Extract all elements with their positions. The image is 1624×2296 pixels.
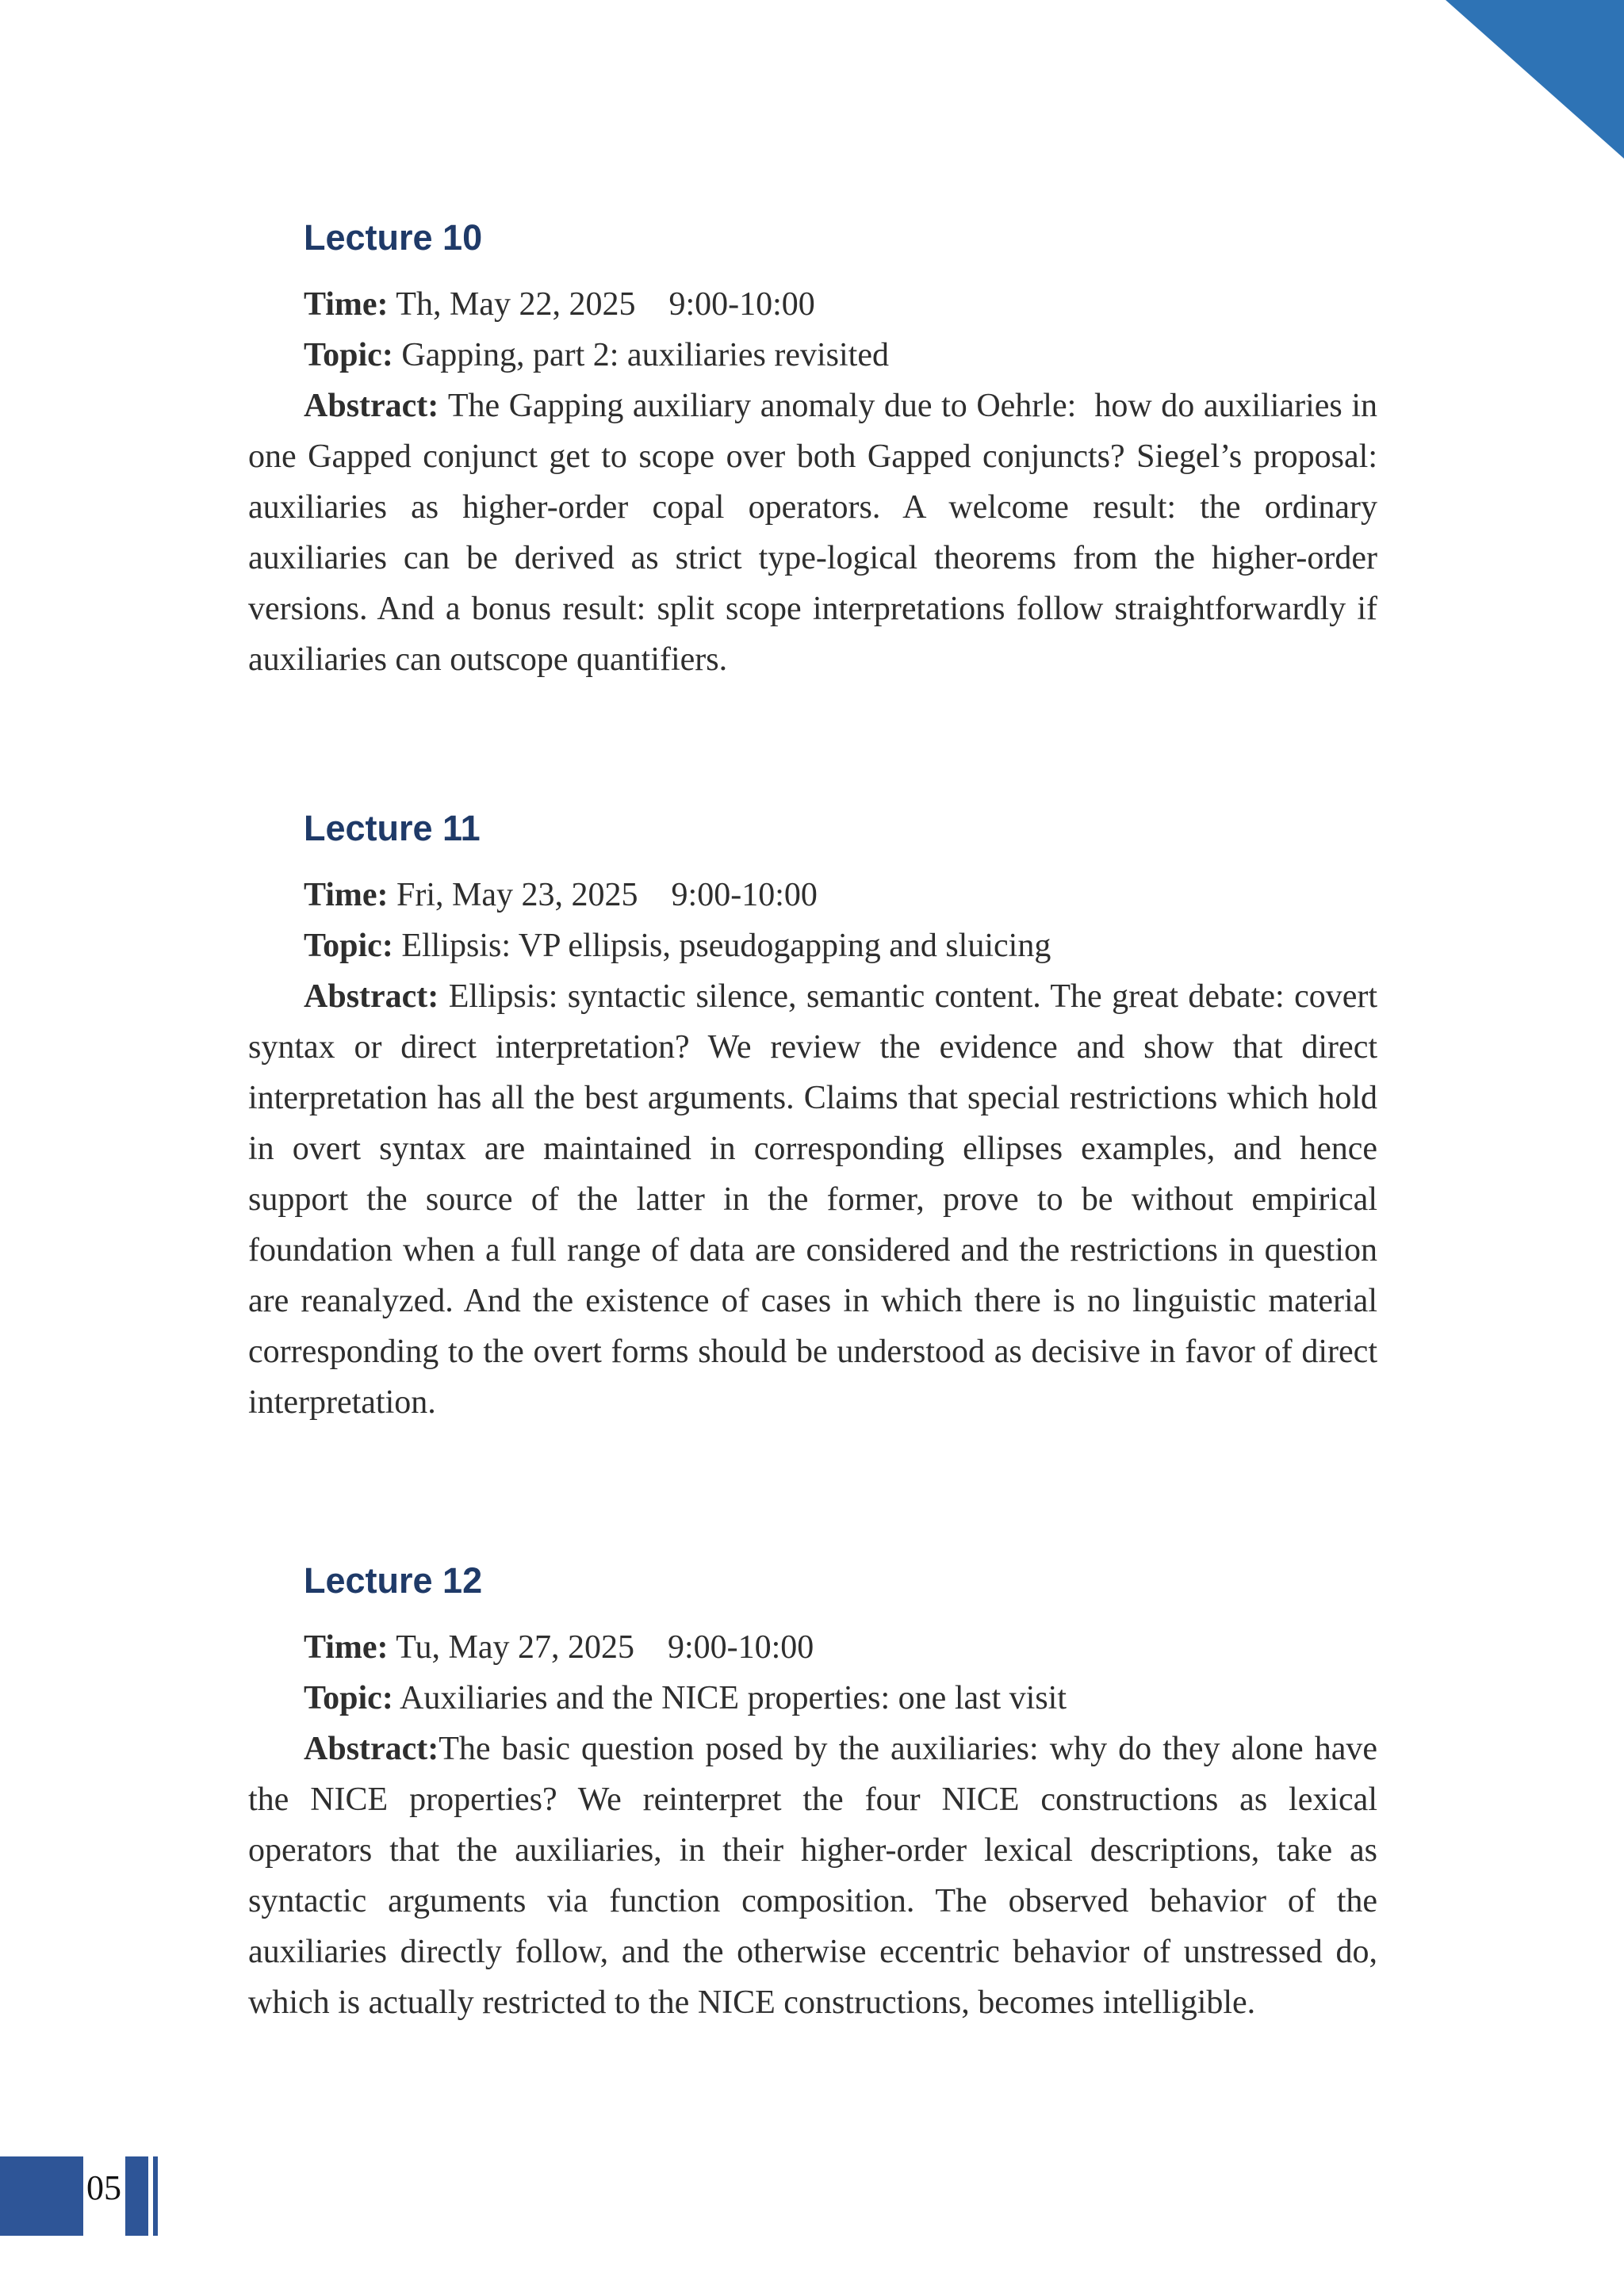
abstract-text: The Gapping auxiliary anomaly due to Oehrle: how do auxiliaries in one Gapped conjunct get to scope over both Gapped conjuncts? Siegel’s proposal: auxiliaries as higher-order copal operators. A welcome result: the ordinary auxiliaries can be derived as strict type-logical theorems from the higher-order versions. And a bonus result: split scope interpretations follow straightforwardly if auxiliaries can outscope quantifiers. <box>248 388 1377 678</box>
lecture-section-10 <box>248 212 1377 685</box>
page-number: 05 <box>86 2168 121 2207</box>
abstract-text: The basic question posed by the auxiliaries: why do they alone have the NICE properties? We reinterpret the four NICE constructions as lexical operators that the auxiliaries, in their higher-order lexical descriptions, take as syntactic arguments via function composition. The observed behavior of the auxiliaries directly follow, and the otherwise eccentric behavior of unstressed do, which is actually restricted to the NICE constructions, becomes intelligible. <box>248 1731 1377 2021</box>
footer-accent-bar-thin <box>153 2156 158 2236</box>
lecture-topic-line <box>248 920 1377 971</box>
lecture-abstract <box>248 971 1377 1428</box>
corner-accent-triangle <box>1446 0 1624 159</box>
topic-text: Gapping, part 2: auxiliaries revisited <box>401 337 889 373</box>
time-range: 9:00-10:00 <box>668 286 815 323</box>
topic-label: Topic: <box>304 928 393 964</box>
abstract-text: Ellipsis: syntactic silence, semantic content. The great debate: covert syntax or direct interpretation? We review the evidence and show that direct interpretation has all the best arguments. Claims that special restrictions which hold in overt syntax are maintained in corresponding ellipses examples, and hence support the source of the latter in the former, prove to be without empirical foundation when a full range of data are considered and the restrictions in question are reanalyzed. And the existence of cases in which there is no linguistic material corresponding to the overt forms should be understood as decisive in favor of direct interpretation. <box>248 978 1378 1421</box>
lecture-abstract <box>248 1724 1377 2028</box>
time-label: Time: <box>304 1629 389 1666</box>
time-date: Fri, May 23, 2025 <box>396 877 638 913</box>
time-date: Th, May 22, 2025 <box>396 286 636 323</box>
time-label: Time: <box>304 877 389 913</box>
lecture-title: Lecture 11 <box>304 808 481 848</box>
lecture-time-line <box>248 870 1377 920</box>
topic-label: Topic: <box>304 1680 393 1716</box>
time-range: 9:00-10:00 <box>671 877 818 913</box>
abstract-label: Abstract: <box>304 1731 439 1767</box>
topic-text: Ellipsis: VP ellipsis, pseudogapping and sluicing <box>401 928 1051 964</box>
time-range: 9:00-10:00 <box>667 1629 814 1666</box>
topic-label: Topic: <box>304 337 393 373</box>
lecture-section-11 <box>248 803 1377 1428</box>
time-date: Tu, May 27, 2025 <box>396 1629 634 1666</box>
lecture-title: Lecture 10 <box>304 217 483 258</box>
topic-text: Auxiliaries and the NICE properties: one last visit <box>400 1680 1067 1716</box>
time-label: Time: <box>304 286 389 323</box>
abstract-label: Abstract: <box>304 978 449 1015</box>
lecture-abstract <box>248 381 1377 685</box>
lecture-title: Lecture 12 <box>304 1560 483 1601</box>
lecture-time-line <box>248 1622 1377 1673</box>
lecture-topic-line <box>248 1673 1377 1724</box>
abstract-label: Abstract: <box>304 388 448 424</box>
footer-accent-block-large <box>0 2156 83 2236</box>
footer-accent-block-small <box>125 2156 148 2236</box>
lecture-topic-line <box>248 330 1377 381</box>
lecture-time-line <box>248 279 1377 330</box>
lecture-section-12 <box>248 1556 1377 2028</box>
page-content <box>248 0 1377 2028</box>
